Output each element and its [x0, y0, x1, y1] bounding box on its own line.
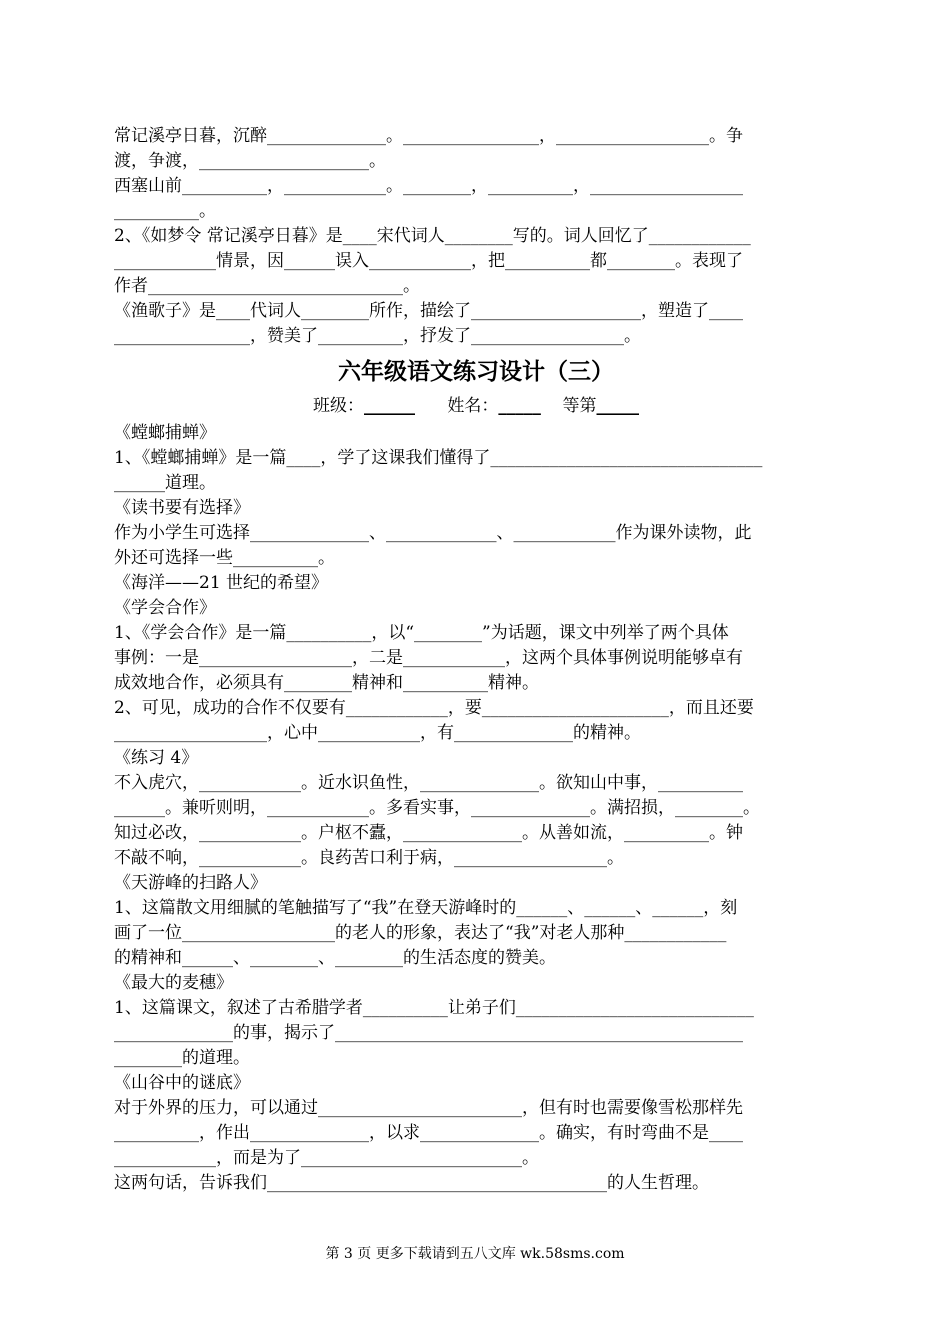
grade-blank: _____ [596, 396, 640, 416]
text-line: ________的道理。 [114, 1048, 250, 1068]
text-line: 西塞山前__________，____________。________，__________，__________________ [114, 176, 743, 196]
text-line: __________。 [114, 201, 216, 221]
text-line: 《渔歌子》是____代词人________所作，描绘了____________________，塑造了____ [114, 301, 743, 321]
text-line: 外还可选择一些__________。 [114, 548, 335, 568]
text-line: __________________，心中____________，有______________的精神。 [114, 723, 641, 743]
text-line: ________________，赞美了__________，抒发了__________________。 [114, 326, 641, 346]
text-line: 知过必改，____________。户枢不蠹，______________。从善如流，__________。钟 [114, 823, 743, 843]
class-label: 班级： [312, 396, 364, 416]
text-line: ______道理。 [114, 473, 216, 493]
text-line: 这两句话，告诉我们________________________________________的人生哲理。 [114, 1173, 709, 1193]
text-line: 1、《学会合作》是一篇__________，以“________”为话题，课文中列举了两个具体 [114, 623, 729, 643]
page-footer: 第 3 页 更多下载请到五八文库 wk.58sms.com [325, 1246, 625, 1262]
text-line: 1、这篇课文，叙述了古希腊学者__________让弟子们____________________________ [114, 998, 754, 1018]
text-line: ______________的事，揭示了________________________________________________ [114, 1023, 743, 1043]
text-line: 渡，争渡，____________________。 [114, 151, 386, 171]
text-line: 2、可见，成功的合作不仅要有____________，要______________________，而且还要 [114, 698, 754, 718]
student-info-row [114, 391, 838, 421]
text-line: 1、《螳螂捕蝉》是一篇____，学了这课我们懂得了________________________________ [114, 448, 763, 468]
top-section [114, 124, 838, 349]
grade-label: 等第 [562, 396, 597, 416]
text-line: 的精神和______、________、________的生活态度的赞美。 [114, 948, 556, 968]
text-line: 成效地合作，必须具有________精神和__________精神。 [114, 673, 539, 693]
text-line: ______。兼听则明，____________。多看实事，______________。满招损，________。 [114, 798, 760, 818]
name-label: 姓名： [447, 396, 499, 416]
class-blank: ______ [363, 396, 415, 416]
text-line: 作者______________________________。 [114, 276, 420, 296]
section-heading: 《学会合作》 [114, 598, 216, 618]
section-heading: 《海洋——21 世纪的希望》 [114, 573, 329, 593]
text-line: 画了一位__________________的老人的形象，表达了“我”对老人那种____________ [114, 923, 727, 943]
text-line: 对于外界的压力，可以通过________________________，但有时也需要像雪松那样先 [114, 1098, 743, 1118]
exercise-body [114, 421, 838, 1196]
text-line: 不敲不响，____________。良药苦口利于病，__________________。 [114, 848, 624, 868]
name-blank: _____ [498, 396, 541, 416]
text-line: 常记溪亭日暮，沉醉______________。________________，__________________。争 [114, 126, 743, 146]
text-line: 1、这篇散文用细腻的笔触描写了“我”在登天游峰时的______、______、______，刻 [114, 898, 738, 918]
section-heading: 《读书要有选择》 [114, 498, 250, 518]
section-heading: 《天游峰的扫路人》 [114, 873, 267, 893]
section-heading: 《练习 4》 [114, 748, 199, 768]
text-line: 作为小学生可选择______________、_____________、____________作为课外读物，此 [114, 523, 752, 543]
section-heading: 《螳螂捕蝉》 [114, 423, 216, 443]
text-line: ____________情景，因______误入____________，把__________都________。表现了 [114, 251, 743, 271]
text-line: __________，作出______________，以求______________。确实，有时弯曲不是____ [114, 1123, 743, 1143]
section-heading: 《最大的麦穗》 [114, 973, 233, 993]
worksheet-title: 六年级语文练习设计（三） [338, 359, 614, 385]
document-page [114, 124, 838, 1196]
text-line: ____________，而是为了__________________________。 [114, 1148, 539, 1168]
text-line: 2、《如梦令 常记溪亭日暮》是____宋代词人________写的。词人回忆了____________ [114, 226, 751, 246]
section-heading: 《山谷中的谜底》 [114, 1073, 250, 1093]
text-line: 不入虎穴，____________。近水识鱼性，______________。欲知山中事，__________ [114, 773, 743, 793]
text-line: 事例：一是__________________，二是____________，这两个具体事例说明能够卓有 [114, 648, 743, 668]
